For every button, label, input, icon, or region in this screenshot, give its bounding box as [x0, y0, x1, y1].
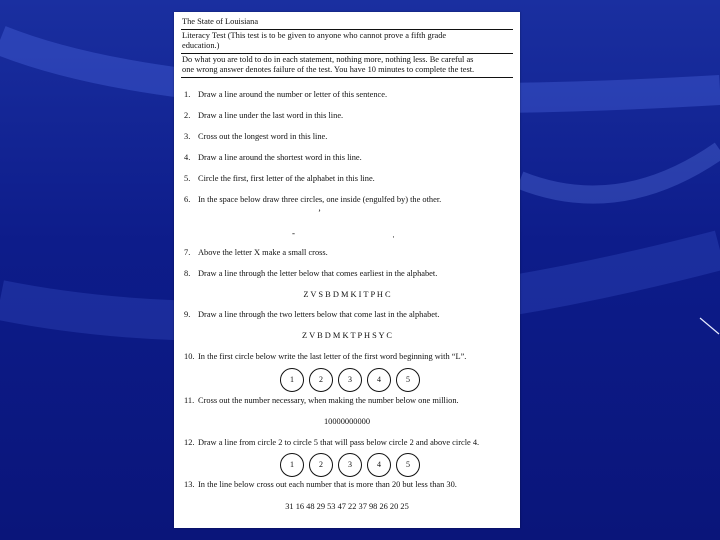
letters-line-q8: Z V S B D M K I T P H C [303, 290, 391, 299]
question-number: 4. [184, 153, 191, 162]
numbered-circle: 2 [309, 368, 333, 392]
question-number: 6. [184, 195, 191, 204]
question-number: 5. [184, 174, 191, 183]
document-subtitle-1: Literacy Test (This test is to be given to anyone who cannot prove a fifth grade [182, 31, 447, 40]
circle-row-q10 [280, 368, 425, 392]
question-text: Draw a line around the shortest word in this line. [198, 153, 362, 162]
question-text: Circle the first, first letter of the alphabet in this line. [198, 174, 375, 183]
number-line-q11: 10000000000 [323, 417, 371, 426]
question-6 [184, 195, 512, 205]
rule [181, 53, 513, 54]
circle-row-q12 [280, 453, 425, 477]
question-text: Draw a line from circle 2 to circle 5 that will pass below circle 2 and above circle 4. [198, 438, 480, 447]
numbered-circle: 5 [396, 453, 420, 477]
question-text: Cross out the longest word in this line. [198, 132, 328, 141]
question-2 [184, 111, 512, 121]
question-text: Draw a line under the last word in this line. [198, 111, 344, 120]
rule [181, 29, 513, 30]
question-text: Draw a line through the letter below that comes earliest in the alphabet. [198, 269, 438, 278]
document-subtitle-2: education.) [182, 41, 220, 50]
numbered-circle: 1 [280, 368, 304, 392]
question-3 [184, 132, 512, 142]
question-text: Draw a line through the two letters below that come last in the alphabet. [198, 310, 440, 319]
question-12 [184, 438, 512, 448]
numbered-circle: 1 [280, 453, 304, 477]
question-number: 1. [184, 90, 191, 99]
question-number: 13. [184, 480, 195, 489]
rule [181, 77, 513, 78]
numbered-circle: 3 [338, 368, 362, 392]
question-number: 7. [184, 248, 191, 257]
question-text: Above the letter X make a small cross. [198, 248, 328, 257]
stray-mark: ʼ [318, 208, 321, 218]
question-number: 8. [184, 269, 191, 278]
question-5 [184, 174, 512, 184]
letters-line-q9: Z V B D M K T P H S Y C [302, 331, 392, 340]
question-number: 9. [184, 310, 191, 319]
question-8 [184, 269, 512, 279]
stray-mark: · [392, 232, 395, 242]
question-11 [184, 396, 512, 406]
stray-mark: - [292, 228, 295, 238]
instructions-1: Do what you are told to do in each statement, nothing more, nothing less. Be careful as [182, 55, 474, 64]
question-number: 11. [184, 396, 195, 405]
literacy-test-page [174, 12, 520, 528]
numbers-line-q13: 31 16 48 29 53 47 22 37 98 26 20 25 [285, 502, 409, 511]
numbered-circle: 4 [367, 368, 391, 392]
question-13 [184, 480, 512, 490]
question-9 [184, 310, 512, 320]
question-number: 3. [184, 132, 191, 141]
question-text: Draw a line around the number or letter of this sentence. [198, 90, 388, 99]
numbered-circle: 2 [309, 453, 333, 477]
document-title: The State of Louisiana [182, 17, 259, 26]
question-number: 10. [184, 352, 195, 361]
question-text: In the first circle below write the last letter of the first word beginning with “L”. [198, 352, 467, 361]
numbered-circle: 3 [338, 453, 362, 477]
question-number: 2. [184, 111, 191, 120]
question-1 [184, 90, 512, 100]
numbered-circle: 4 [367, 453, 391, 477]
question-4 [184, 153, 512, 163]
numbered-circle: 5 [396, 368, 420, 392]
question-7 [184, 248, 512, 258]
question-text: Cross out the number necessary, when making the number below one million. [198, 396, 459, 405]
question-10 [184, 352, 512, 362]
question-number: 12. [184, 438, 195, 447]
question-text: In the line below cross out each number that is more than 20 but less than 30. [198, 480, 457, 489]
question-text: In the space below draw three circles, one inside (engulfed by) the other. [198, 195, 442, 204]
instructions-2: one wrong answer denotes failure of the test. You have 10 minutes to complete the test. [182, 65, 475, 74]
